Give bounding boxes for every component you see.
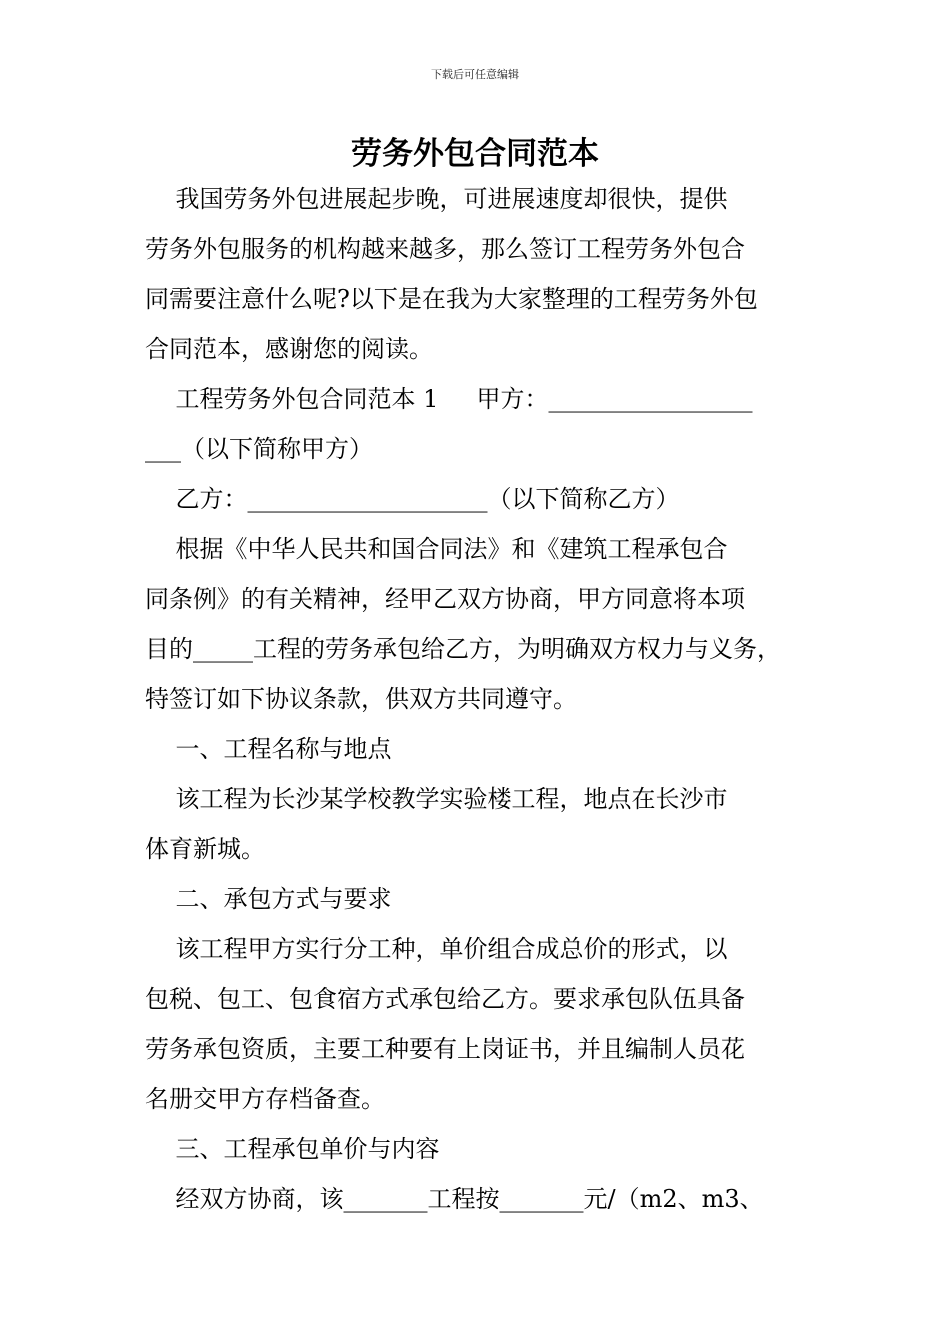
body-line: 经双方协商，该_______工程按_______元/（m2、m3、: [145, 1185, 764, 1213]
body-line: 我国劳务外包进展起步晚，可进展速度却很快，提供: [145, 185, 728, 213]
body-line: 目的_____工程的劳务承包给乙方，为明确双方权力与义务，: [145, 635, 781, 663]
body-line: 同条例》的有关精神，经甲乙双方协商，甲方同意将本项: [145, 585, 745, 613]
body-line: 该工程甲方实行分工种，单价组合成总价的形式，以: [145, 935, 728, 963]
section-heading: 三、工程承包单价与内容: [145, 1135, 440, 1163]
body-line: 包税、包工、包食宿方式承包给乙方。要求承包队伍具备: [145, 985, 745, 1013]
body-line: 劳务承包资质，主要工种要有上岗证书，并且编制人员花: [145, 1035, 745, 1063]
body-line: 同需要注意什么呢?以下是在我为大家整理的工程劳务外包: [145, 285, 758, 313]
section-heading: 一、工程名称与地点: [145, 735, 392, 763]
body-line: 根据《中华人民共和国合同法》和《建筑工程承包合: [145, 535, 728, 563]
body-line: ___（以下简称甲方）: [145, 435, 373, 463]
body-line: 体育新城。: [145, 835, 265, 863]
body-line: 特签订如下协议条款，供双方共同遵守。: [145, 685, 577, 713]
body-line: 该工程为长沙某学校教学实验楼工程，地点在长沙市: [145, 785, 728, 813]
section-heading: 二、承包方式与要求: [145, 885, 392, 913]
body-line: 合同范本，感谢您的阅读。: [145, 335, 433, 363]
body-line: 乙方：____________________（以下简称乙方）: [145, 485, 680, 513]
body-line: 劳务外包服务的机构越来越多，那么签订工程劳务外包合: [145, 235, 745, 263]
body-line: 工程劳务外包合同范本 1 甲方：_________________: [145, 385, 753, 413]
page-title: 劳务外包合同范本: [351, 136, 599, 172]
body-line: 名册交甲方存档备查。: [145, 1085, 385, 1113]
header-note: 下载后可任意编辑: [431, 68, 519, 81]
